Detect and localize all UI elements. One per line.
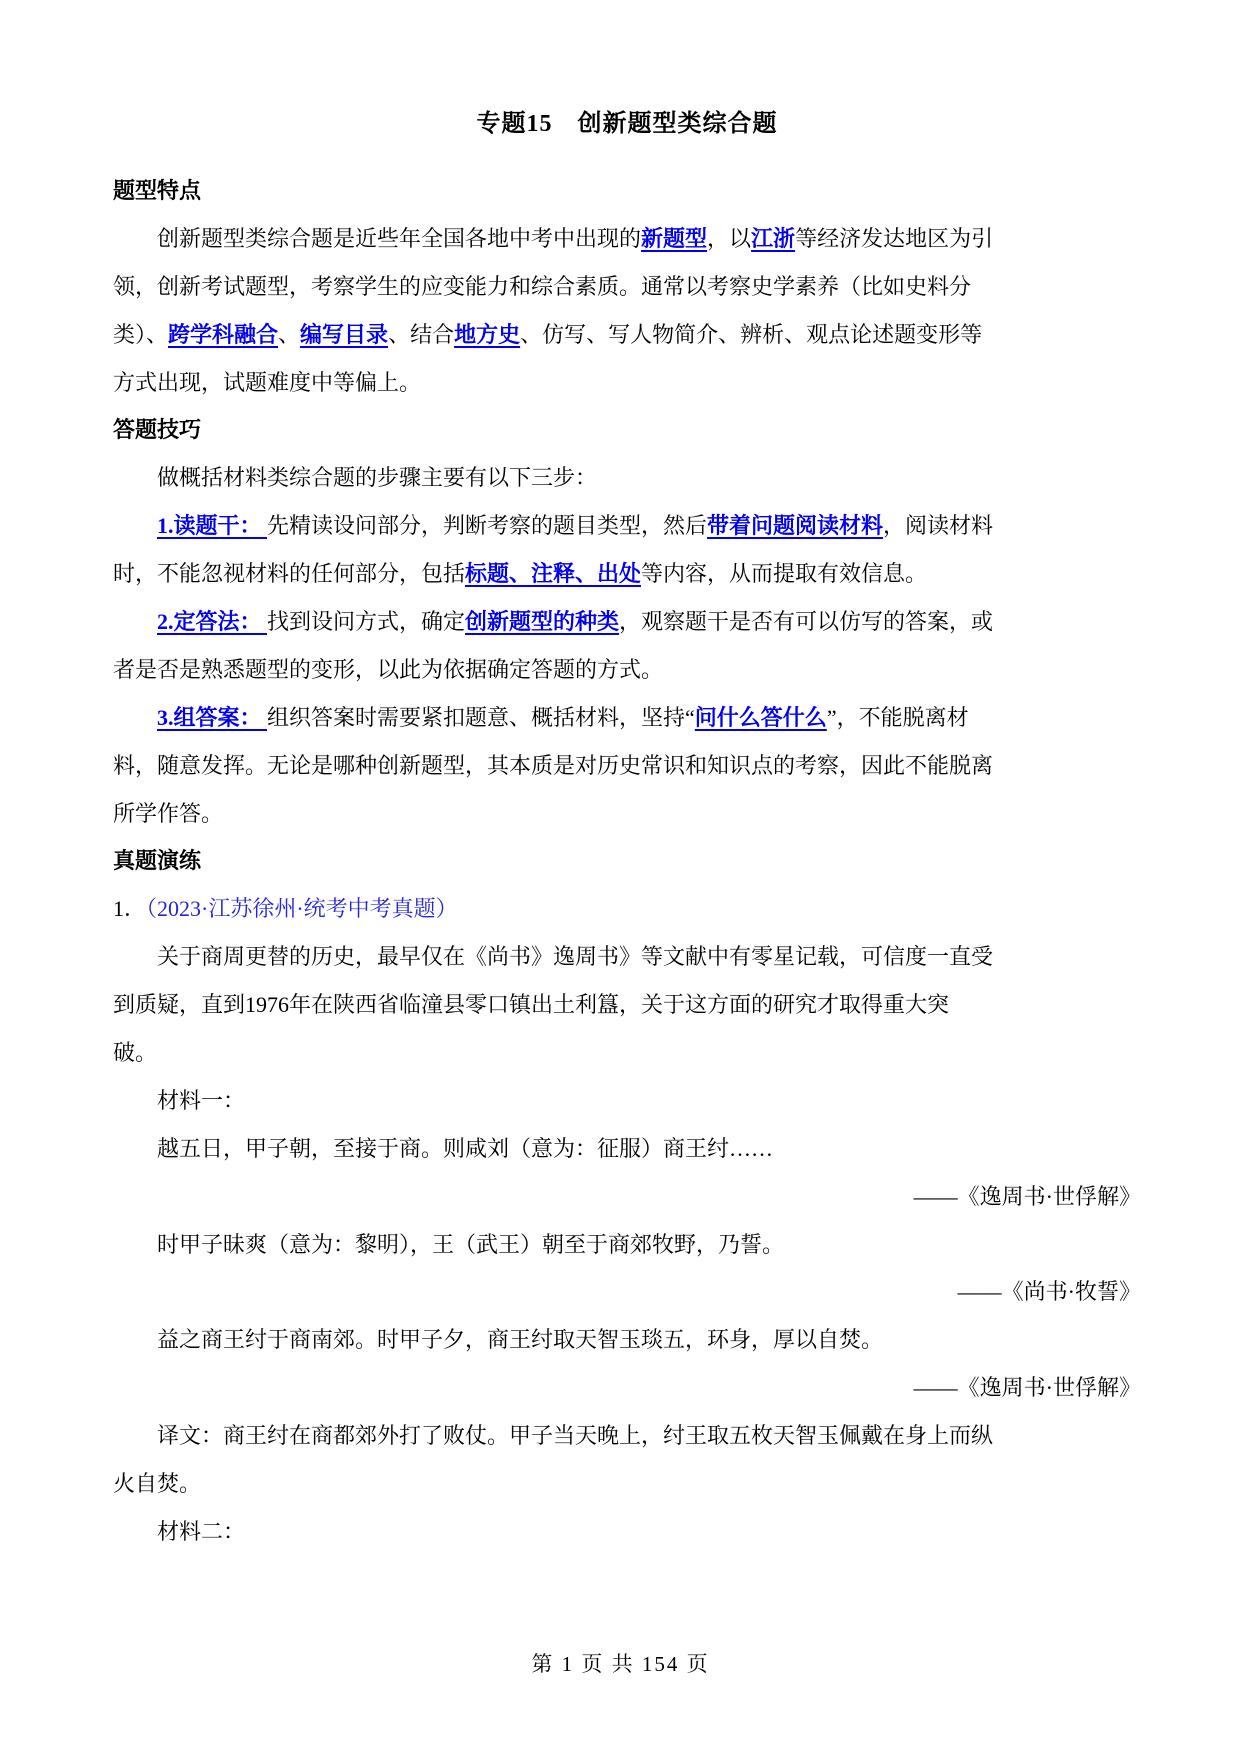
page-title: 专题15 创新题型类综合题 (476, 111, 778, 137)
hyperlink-text[interactable]: 编写目录 (300, 321, 389, 347)
hyperlink-text[interactable]: 3.组答案： (157, 704, 268, 730)
text-line (113, 1029, 1141, 1077)
section-heading-line (113, 406, 1141, 454)
text-run: 到质疑，直到1976年在陕西省临潼县零口镇出土利簋，关于这方面的研究才取得重大突 (113, 992, 950, 1018)
text-run: 等内容，从而提取有效信息。 (641, 561, 928, 587)
hyperlink-text[interactable]: 标题、注释、出处 (465, 561, 642, 587)
text-line (113, 1508, 1141, 1556)
text-run: 所学作答。 (113, 800, 224, 826)
text-line (113, 646, 1141, 694)
hyperlink-text[interactable]: 江浙 (751, 225, 796, 251)
text-line (113, 1316, 1141, 1364)
text-run: 料，随意发挥。无论是哪种创新题型，其本质是对历史常识和知识点的考察，因此不能脱离 (113, 752, 994, 778)
text-line (113, 1173, 1141, 1221)
text-run: ，以 (707, 225, 752, 251)
text-run: ——《逸周书·世俘解》 (913, 1375, 1141, 1401)
text-run: ，阅读材料 (883, 513, 994, 539)
text-line (113, 1125, 1141, 1173)
hyperlink-text[interactable]: 问什么答什么 (694, 704, 827, 730)
text-line (113, 981, 1141, 1029)
text-line (113, 790, 1141, 838)
text-line (113, 1364, 1141, 1412)
text-run: 1． (113, 896, 147, 922)
text-run: 找到设问方式，确定 (267, 609, 466, 635)
text-line (113, 263, 1141, 311)
text-line (113, 359, 1141, 407)
text-run: 做概括材料类综合题的步骤主要有以下三步： (157, 465, 598, 491)
text-run: 越五日，甲子朝，至接于商。则咸刘（意为：征服）商王纣…… (157, 1135, 774, 1161)
hyperlink-text[interactable]: 新题型 (641, 225, 708, 251)
text-run: 、结合 (388, 321, 455, 347)
text-line (113, 885, 1141, 933)
text-run: ——《尚书·牧誓》 (957, 1279, 1141, 1305)
page-number-footer: 第 1 页 共 154 页 (531, 1652, 710, 1676)
text-run: ——《逸周书·世俘解》 (913, 1183, 1141, 1209)
text-line (113, 1221, 1141, 1269)
text-run: 关于商周更替的历史，最早仅在《尚书》逸周书》等文献中有零星记载，可信度一直受 (157, 944, 994, 970)
text-run: 先精读设问部分，判断考察的题目类型，然后 (267, 513, 708, 539)
text-run: 组织答案时需要紧扣题意、概括材料，坚持“ (267, 704, 695, 730)
text-run: 方式出现，试题难度中等偏上。 (113, 369, 422, 395)
text-run: 时甲子昧爽（意为：黎明），王（武王）朝至于商郊牧野，乃誓。 (157, 1231, 785, 1257)
text-run: ”，不能脱离材 (826, 704, 969, 730)
text-line (113, 454, 1141, 502)
hyperlink-text[interactable]: 跨学科融合 (168, 321, 279, 347)
hyperlink-text[interactable]: 创新题型的种类 (465, 609, 620, 635)
hyperlink-text[interactable]: 带着问题阅读材料 (707, 513, 884, 539)
document-body (113, 104, 1141, 1556)
section-heading-line (113, 167, 1141, 215)
hyperlink-text[interactable]: 2.定答法： (157, 609, 268, 635)
text-run: 、仿写、写人物简介、辨析、观点论述题变形等 (520, 321, 983, 347)
section-heading-line (113, 837, 1141, 885)
text-run: 领，创新考试题型，考察学生的应变能力和综合素质。通常以考察史学素养（比如史料分 (113, 273, 972, 299)
text-run: 材料一： (157, 1087, 246, 1113)
text-run: 火自焚。 (113, 1471, 202, 1497)
text-run: 破。 (113, 1040, 158, 1066)
exam-source-text: （2023·江苏徐州·统考中考真题） (146, 896, 458, 922)
text-run: 益之商王纣于商南郊。时甲子夕，商王纣取天智玉琰五，环身，厚以自焚。 (157, 1327, 884, 1353)
text-line (113, 311, 1141, 359)
text-run: 类）、 (113, 321, 169, 347)
section-heading: 真题演练 (113, 848, 202, 874)
text-line (113, 1077, 1141, 1125)
text-line (113, 215, 1141, 263)
text-line (113, 1268, 1141, 1316)
text-line (113, 550, 1141, 598)
text-line (113, 742, 1141, 790)
text-line (113, 502, 1141, 550)
text-run: 等经济发达地区为引 (795, 225, 994, 251)
text-run: 、 (278, 321, 301, 347)
hyperlink-text[interactable]: 地方史 (454, 321, 521, 347)
text-run: ，观察题干是否有可以仿写的答案，或 (619, 609, 994, 635)
text-line (113, 694, 1141, 742)
section-heading: 题型特点 (113, 178, 202, 203)
text-run: 译文：商王纣在商都郊外打了败仗。甲子当天晚上，纣王取五枚天智玉佩戴在身上而纵 (157, 1423, 994, 1449)
section-heading: 答题技巧 (113, 417, 202, 443)
text-run: 时，不能忽视材料的任何部分，包括 (113, 561, 466, 587)
text-run: 创新题型类综合题是近些年全国各地中考中出现的 (157, 225, 642, 251)
text-run: 者是否是熟悉题型的变形，以此为依据确定答题的方式。 (113, 656, 664, 682)
text-run: 材料二： (157, 1518, 246, 1544)
text-line (113, 933, 1141, 981)
text-line (113, 598, 1141, 646)
hyperlink-text[interactable]: 1.读题干： (157, 513, 268, 539)
text-line (113, 1460, 1141, 1508)
text-line (113, 1412, 1141, 1460)
